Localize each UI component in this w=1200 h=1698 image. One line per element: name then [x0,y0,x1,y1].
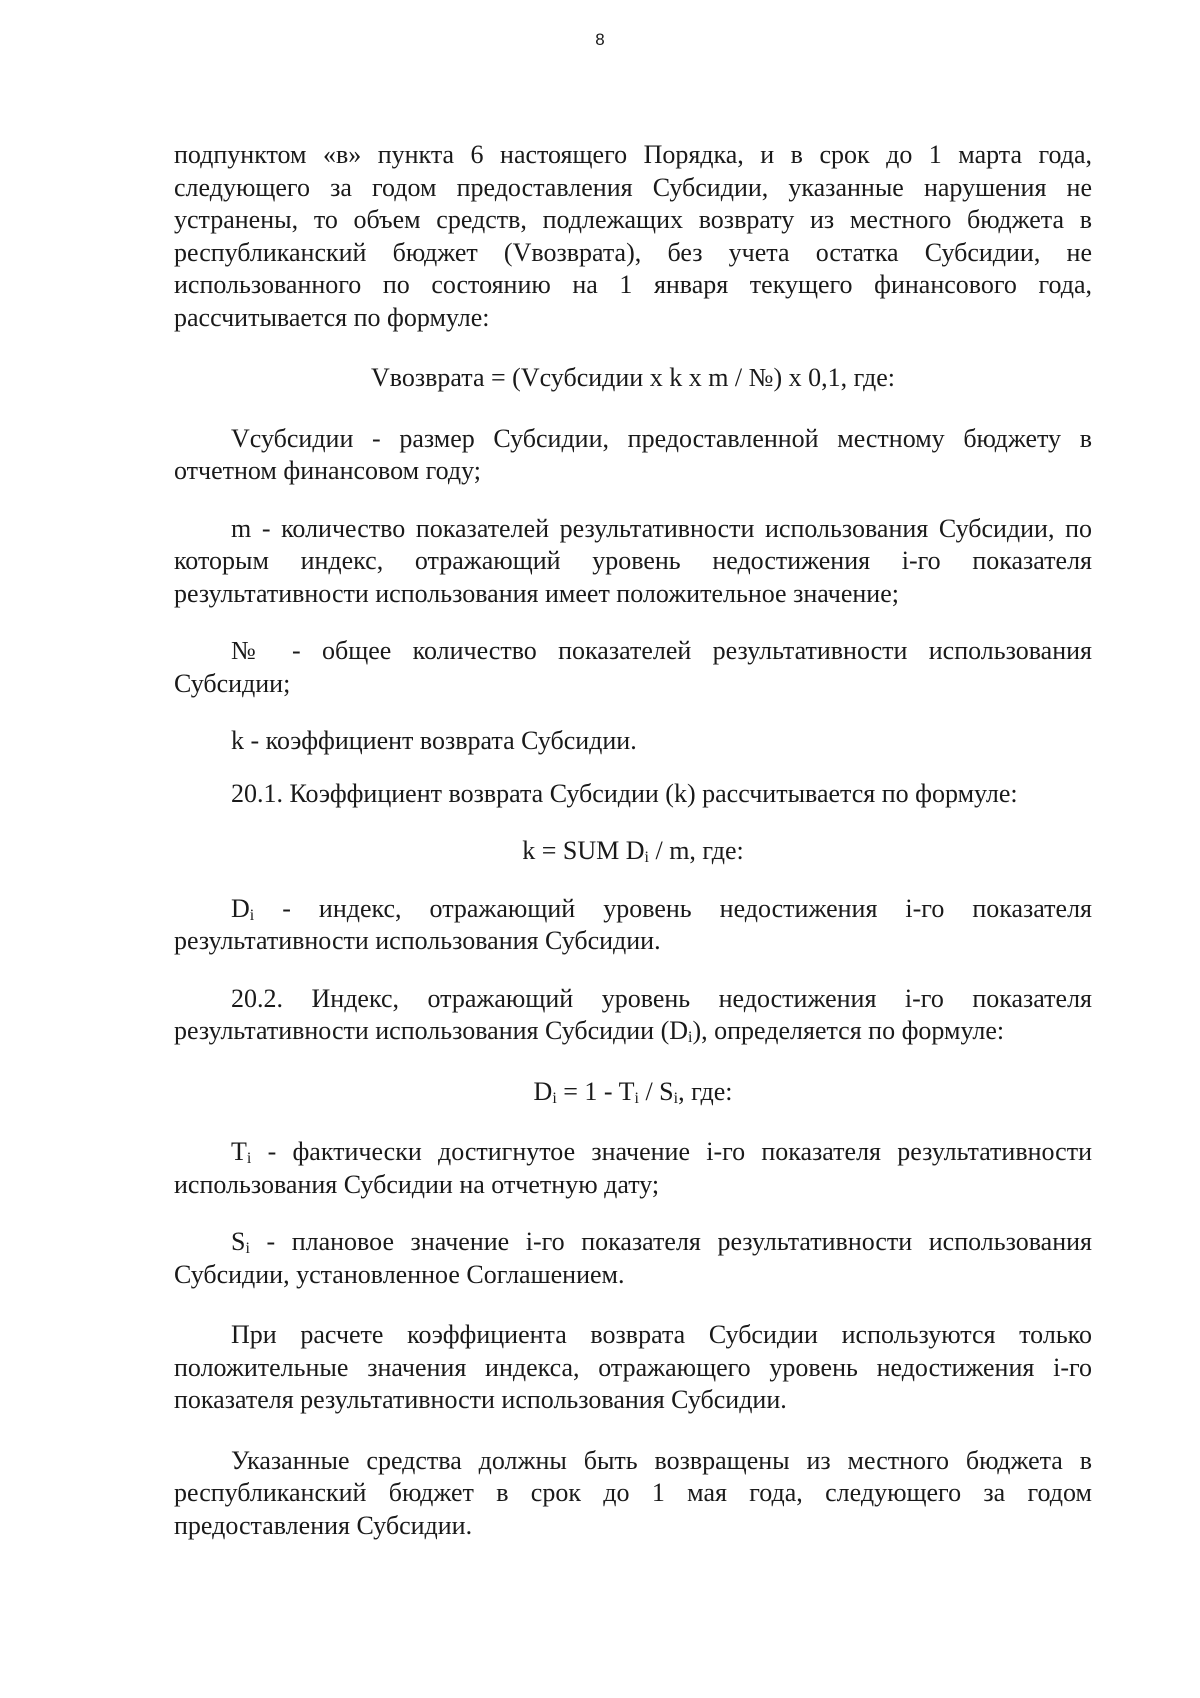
formula-return-volume: Vвозврата = (Vсубсидии x k x m / №) x 0,1, где: [371,363,895,392]
definition-m: m - количество показателей результативности использования Субсидии, по которым индекс, отражающий уровень недостижения i-го показателя результативности использования имеет положительное значение; [174,513,1092,608]
paragraph-calculation-note: При расчете коэффициента возврата Субсидии используются только положительные значения индекса, отражающего уровень недостижения i-го показателя результативности использования Субсидии. [174,1320,1092,1414]
paragraph-20-2: 20.2. Индекс, отражающий уровень недостижения i-го показателя результативности использования Субсидии $(D_i)$, определяется по формуле: [174,983,1092,1046]
definition-k: k - коэффициент возврата Субсидии. [231,726,637,755]
definition-n: № - общее количество показателей результативности использования Субсидии; [174,636,1092,698]
formula-k: k = SUM $D_i$ / m, где: [522,836,744,866]
document-body [174,139,1092,1542]
paragraph-return-volume: подпунктом «в» пункта 6 настоящего Порядка, и в срок до 1 марта года, следующего за годом предоставления Субсидии, указанные нарушения не устранены, то объем средств, подлежащих возврату из местного бюджета в республиканский бюджет (Vвозврата), без учета остатка Субсидии, не использованного по состоянию на 1 января текущего финансового года, рассчитывается по формуле: [174,140,1092,332]
definition-di: $D_i$ - индекс, отражающий уровень недостижения i-го показателя результативности использования Субсидии. [174,893,1092,955]
definition-vsubsidy: Vсубсидии - размер Субсидии, предоставленной местному бюджету в отчетном финансовом году; [174,423,1092,485]
definition-si: $S_i$ - плановое значение i-го показателя результативности использования Субсидии, установленное Соглашением. [174,1227,1092,1289]
paragraph-return-deadline: Указанные средства должны быть возвращены из местного бюджета в республиканский бюджет в срок до 1 мая года, следующего за годом предоставления Субсидии. [174,1445,1092,1540]
formula-di: $D_i = 1 - T_i / S_i$, где: [533,1076,733,1107]
paragraph-20-1: 20.1. Коэффициент возврата Субсидии (k) рассчитывается по формуле: [231,778,1018,808]
definition-ti: $T_i$ - фактически достигнутое значение i-го показателя результативности использования Субсидии на отчетную дату; [174,1137,1092,1199]
page-number: 8 [595,30,605,49]
